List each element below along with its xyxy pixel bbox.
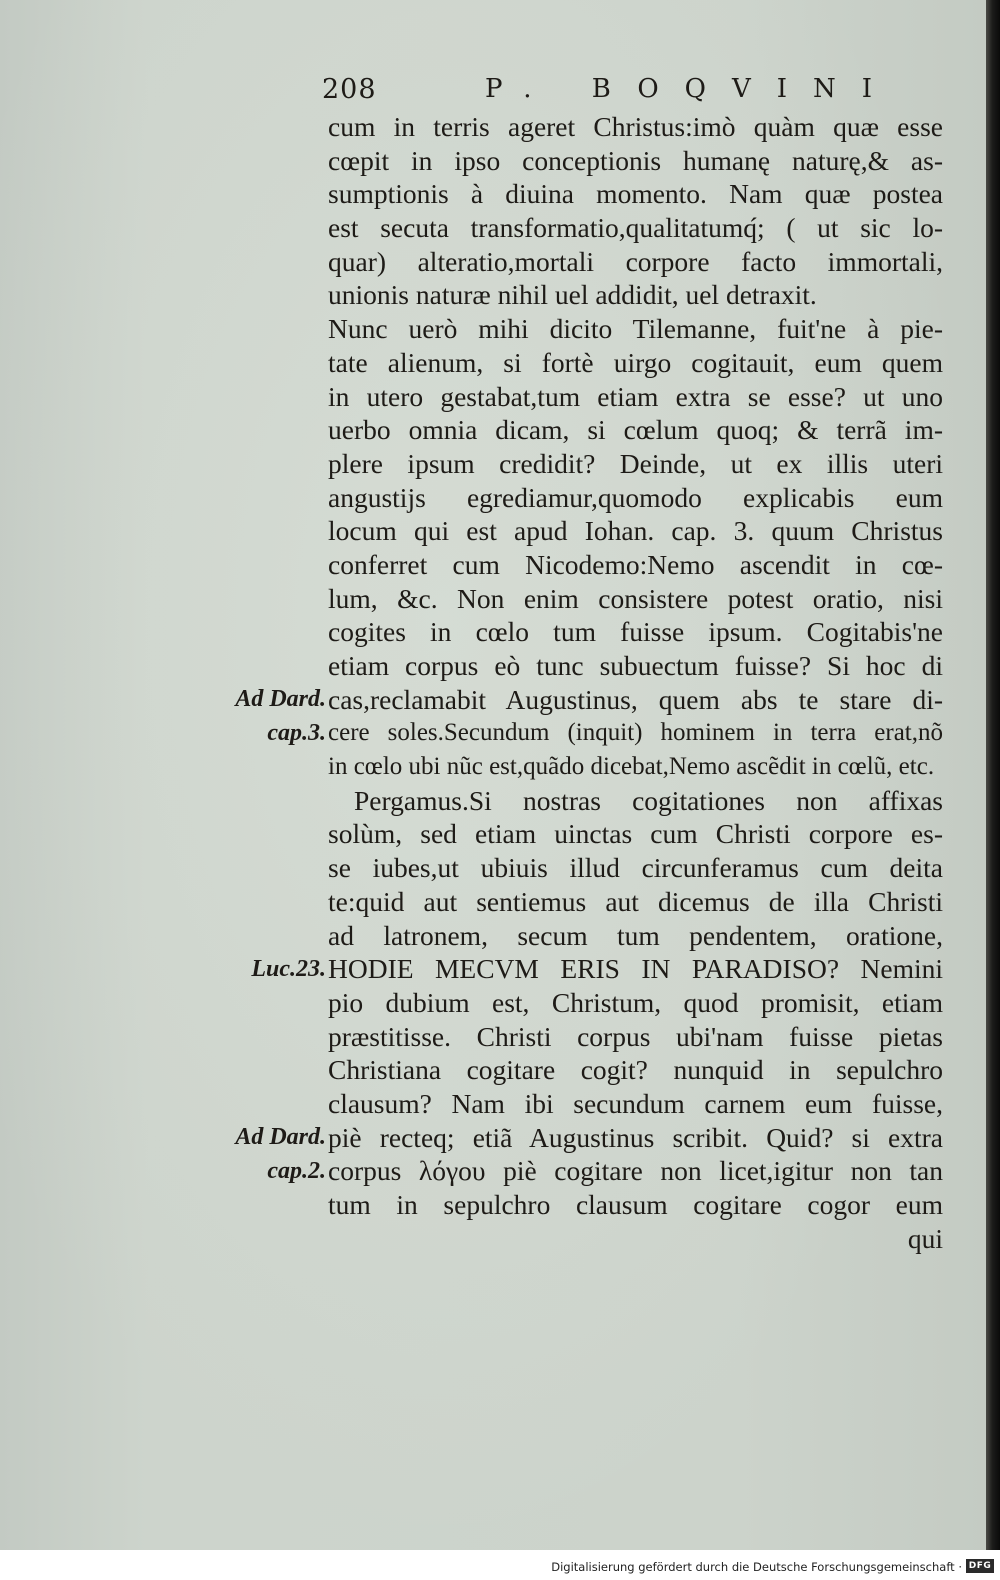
marginal-note-line: cap.3. <box>267 719 326 746</box>
footer-bar <box>0 1551 1000 1580</box>
text-line: etiam corpus eò tunc subuectum fuisse? Si hoc di <box>328 650 943 681</box>
running-head-title: P. BOQVINI <box>485 74 899 104</box>
text-line: in utero gestabat,tum etiam extra se esse? ut uno <box>328 380 943 412</box>
text-line: plere ipsum credidit? Deinde, ut ex illis uteri <box>328 447 943 479</box>
dfg-logo: DFG <box>966 1559 994 1573</box>
text-line: ad latronem, secum tum pendentem, oratione, <box>328 919 943 951</box>
text-line: qui <box>907 1222 943 1254</box>
text-line: quar) alteratio,mortali corpore facto immortali, <box>328 245 943 277</box>
text-line: cœpit in ipso conceptionis humanę naturę,& as- <box>328 144 943 176</box>
page-number: 208 <box>322 74 377 105</box>
text-line: Pergamus.Si nostras cogitationes non affixas <box>354 784 943 816</box>
text-line: in cœlo ubi nũc est,quãdo dicebat,Nemo ascẽdit in cœlũ, etc. <box>328 753 935 781</box>
text-line: unionis naturæ nihil uel addidit, uel detraxit. <box>328 279 817 311</box>
text-line: solùm, sed etiam uinctas cum Christi corpore es- <box>328 818 943 850</box>
text-line: conferret cum Nicodemo:Nemo ascendit in cœ- <box>328 548 943 580</box>
text-line: Christiana cogitare cogit? nunquid in sepulchro <box>328 1054 943 1086</box>
text-line: te:quid aut sentiemus aut dicemus de illa Christi <box>328 885 943 917</box>
text-line: cum in terris ageret Christus:imò quàm quæ esse <box>328 111 943 142</box>
text-line: tum in sepulchro clausum cogitare cogor eum <box>328 1189 943 1220</box>
text-line: est secuta transformatio,qualitatumq́; ( ut sic lo- <box>328 212 943 244</box>
page-edge-shadow <box>986 0 1000 1550</box>
marginal-note-line: Luc.23. <box>251 955 326 982</box>
text-line: Nunc uerò mihi dicito Tilemanne, fuit'ne à pie- <box>328 313 943 345</box>
text-line: clausum? Nam ibi secundum carnem eum fuisse, <box>328 1087 943 1119</box>
text-line: se iubes,ut ubiuis illud circunferamus cum deita <box>328 852 943 884</box>
marginal-note <box>214 953 326 987</box>
marginal-note-line: cap.2. <box>267 1157 326 1184</box>
marginal-note-line: Ad Dard. <box>235 1124 326 1150</box>
text-line: angustijs egrediamur,quomodo explicabis eum <box>328 481 943 513</box>
text-line: piè recteq; etiã Augustinus scribit. Quid? si extra <box>328 1121 943 1153</box>
text-line: lum, &c. Non enim consistere potest oratio, nisi <box>328 582 943 614</box>
text-line: tate alienum, si fortè uirgo cogitauit, eum quem <box>328 346 943 378</box>
marginal-note-line: Ad Dard. <box>235 685 326 712</box>
text-line: corpus λόγου piè cogitare non licet,igitur non tan <box>328 1155 943 1187</box>
text-line: cogites in cœlo tum fuisse ipsum. Cogitabis'ne <box>328 616 943 648</box>
text-line: cas,reclamabit Augustinus, quem abs te stare di- <box>328 683 943 715</box>
running-head <box>322 74 942 114</box>
body-text <box>328 110 943 1255</box>
funding-credit: Digitalisierung gefördert durch die Deutsche Forschungsgemeinschaft · <box>551 1560 962 1574</box>
text-line: cere soles.Secundum (inquit) hominem in terra erat,nõ <box>328 719 943 747</box>
text-line: sumptionis à diuina momento. Nam quæ postea <box>328 178 943 210</box>
marginal-note <box>214 1121 326 1188</box>
text-line: HODIE MECVM ERIS IN PARADISO? Nemini <box>328 953 943 985</box>
text-line: locum qui est apud Iohan. cap. 3. quum Christus <box>328 515 943 547</box>
text-line: pio dubium est, Christum, quod promisit, etiam <box>328 986 943 1018</box>
text-line: præstitisse. Christi corpus ubi'nam fuisse pietas <box>328 1020 943 1052</box>
text-line: uerbo omnia dicam, si cœlum quoq; & terrã im- <box>328 414 943 446</box>
marginal-note <box>214 683 326 750</box>
